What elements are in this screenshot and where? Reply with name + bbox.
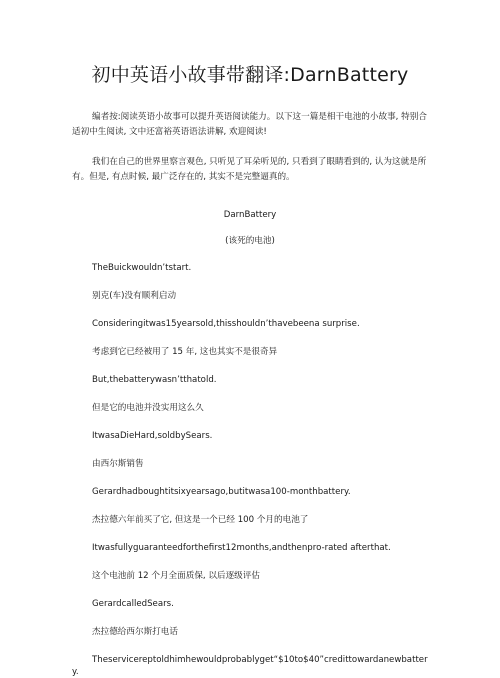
story-paragraph: Gerardhadboughtitsixyearsago,butitwasa100-monthbattery. (92, 487, 351, 497)
intro-paragraph: 编者按:阅读英语小故事可以提升英语阅读能力。以下这一篇是相干电池的小故事, 特别合适初中生阅读, 文中还富裕英语语法讲解, 欢迎阅读! (72, 112, 427, 137)
document-title: 初中英语小故事带翻译:DarnBattery (91, 64, 409, 86)
story-paragraph: 考虑到它已经被用了 15 年, 这也其实不是很奇异 (92, 347, 278, 357)
story-title: DarnBattery (223, 210, 277, 220)
story-paragraph: 但是它的电池并没实用这么久 (92, 403, 204, 413)
story-paragraph: Itwasfullyguaranteedforthefirst12months,andthenpro-rated afterthat. (92, 543, 391, 553)
story-paragraph: But,thebatterywasn’tthatold. (92, 375, 217, 385)
story-paragraph: ItwasaDieHard,soldbySears. (92, 431, 213, 441)
story-paragraph: 杰拉德六年前买了它, 但这是一个已经 100 个月的电池了 (92, 515, 309, 525)
story-paragraph: 由西尔斯销售 (92, 459, 144, 469)
story-paragraph: 别克(车)没有顺利启动 (92, 291, 177, 301)
story-paragraph: Consideringitwas15yearsold,thisshouldn’thavebeena surprise. (92, 319, 360, 329)
story-title-translation: (该死的电池) (225, 236, 275, 246)
story-paragraph: Theservicereptoldhimhewouldprobablyget“$10to$40”credittowardanewbattery. (72, 655, 428, 677)
story-paragraph: GerardcalledSears. (92, 599, 174, 609)
story-paragraph: 这个电池前 12 个月全面质保, 以后逐级评估 (92, 571, 260, 581)
intro-paragraph: 我们在自己的世界里察言观色, 只听见了耳朵听见的, 只看到了眼睛看到的, 认为这就是所有。但是, 有点时候, 最广泛存在的, 其实不是完整逼真的。 (72, 157, 427, 182)
story-body (72, 262, 428, 678)
story-paragraph: TheBuickwouldn’tstart. (92, 263, 192, 273)
story-paragraph: 杰拉德给西尔斯打电话 (92, 627, 178, 637)
